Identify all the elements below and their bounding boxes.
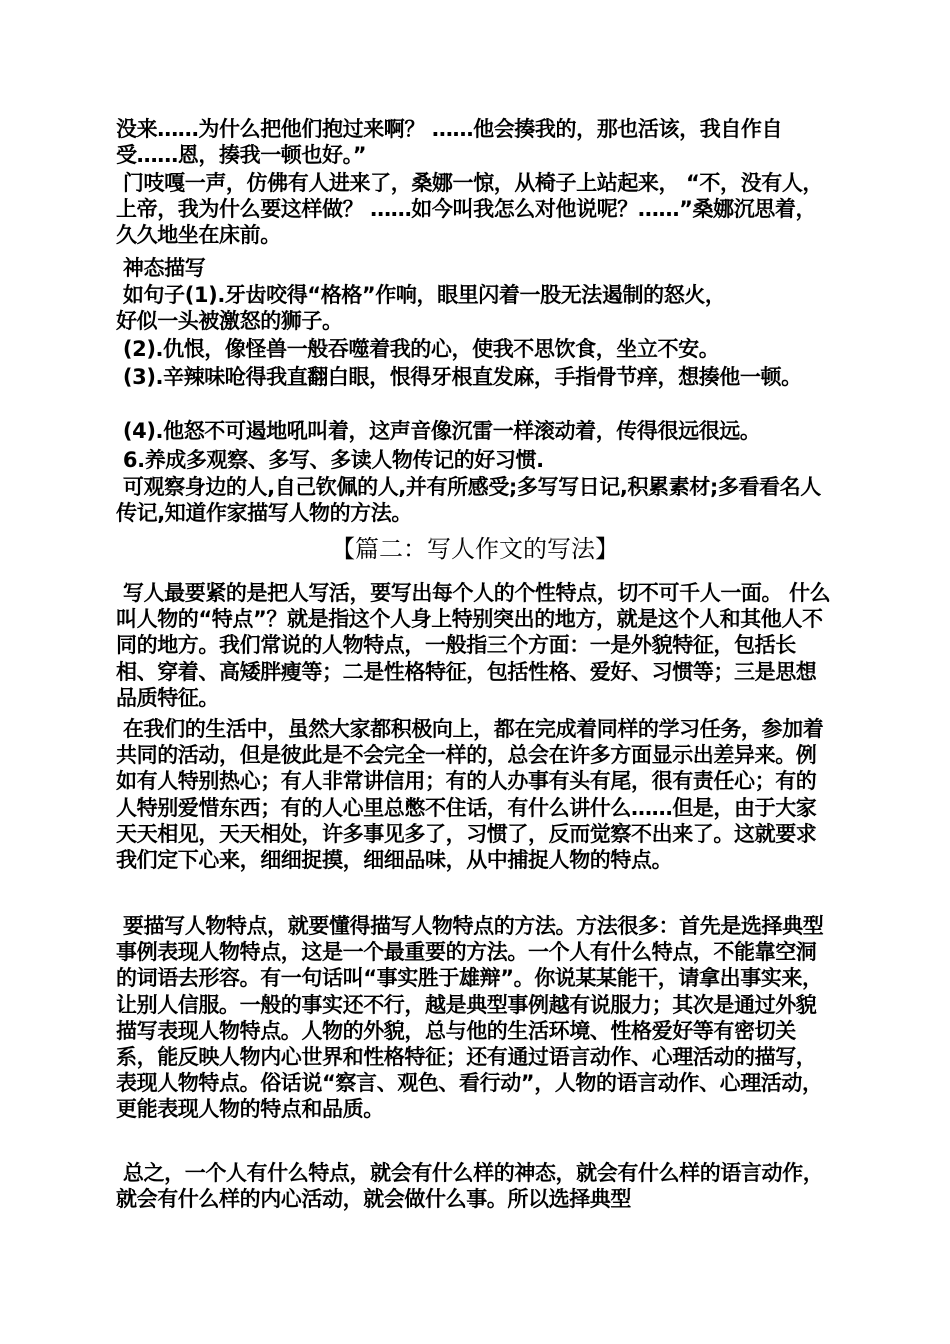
example-sentence-3: (3).辛辣味呛得我直翻白眼，恨得牙根直发麻，手指骨节痒，想揍他一顿。 — [116, 365, 802, 389]
example-sentence-1: 如句子(1).牙齿咬得“格格”作响，眼里闪着一股无法遏制的怒火， 好似一头被激怒的狮子。 — [116, 283, 726, 334]
paragraph-1: 没来……为什么把他们抱过来啊？ ……他会揍我的，那也活该，我自作自受……恩，揍我一顿也好。” — [116, 117, 783, 168]
section-paragraph-2: 在我们的生活中，虽然大家都积极向上，都在完成着同样的学习任务，参加着共同的活动，但是彼此是不会完全一样的，总会在许多方面显示出差异来。例如有人特别热心；有人非常讲信用；有的人办事有头有尾，很有责任心；有的人特别爱惜东西；有的人心里总憋不住话，有什么讲什么……但是，由于大家天天相见，天天相处，许多事见多了，习惯了，反而觉察不出来了。这就要求我们定下心来，细细捉摸，细细品味，从中捕捉人物的特点。 — [116, 717, 824, 873]
tip-6-detail: 可观察身边的人,自己钦佩的人,并有所感受;多写写日记,积累素材;多看看名人传记,知道作家描写人物的方法。 — [116, 475, 821, 526]
section-paragraph-4: 总之，一个人有什么特点，就会有什么样的神态，就会有什么样的语言动作，就会有什么样的内心活动，就会做什么事。所以选择典型 — [116, 1161, 824, 1212]
example-sentence-2: (2).仇恨，像怪兽一般吞噬着我的心，使我不思饮食，坐立不安。 — [116, 337, 720, 361]
example-sentence-4: (4).他怒不可遏地吼叫着，这声音像沉雷一样滚动着，传得很远很远。 — [116, 419, 761, 443]
section-paragraph-3: 要描写人物特点，就要懂得描写人物特点的方法。方法很多：首先是选择典型事例表现人物特点，这是一个最重要的方法。一个人有什么特点，不能靠空洞的词语去形容。有一句话叫“事实胜于雄辩”。你说某某能干，请拿出事实来，让别人信服。一般的事实还不行，越是典型事例越有说服力；其次是通过外貌描写表现人物特点。人物的外貌，总与他的生活环境、性格爱好等有密切关系，能反映人物内心世界和性格特征；还有通过语言动作、心理活动的描写，表现人物特点。俗话说“察言、观色、看行动”，人物的语言动作、心理活动，更能表现人物的特点和品质。 — [116, 914, 824, 1122]
paragraph-2: 门吱嘎一声，仿佛有人进来了，桑娜一惊，从椅子上站起来， “不，没有人，上帝，我为什么要这样做？ ……如今叫我怎么对他说呢？……”桑娜沉思着，久久地坐在床前。 — [116, 171, 824, 248]
tip-6: 6.养成多观察、多写、多读人物传记的好习惯. — [116, 448, 544, 472]
section-label-expression: 神态描写 — [116, 256, 206, 280]
section-paragraph-1: 写人最要紧的是把人写活，要写出每个人的个性特点，切不可千人一面。 什么叫人物的“特点”？就是指这个人身上特别突出的地方，就是这个人和其他人不同的地方。我们常说的人物特点，一般指三个方面：一是外貌特征，包括长相、穿着、高矮胖瘦等；二是性格特征，包括性格、爱好、习惯等；三是思想品质特征。 — [116, 581, 831, 710]
section-heading: 【篇二：写人作文的写法】 — [331, 535, 619, 563]
